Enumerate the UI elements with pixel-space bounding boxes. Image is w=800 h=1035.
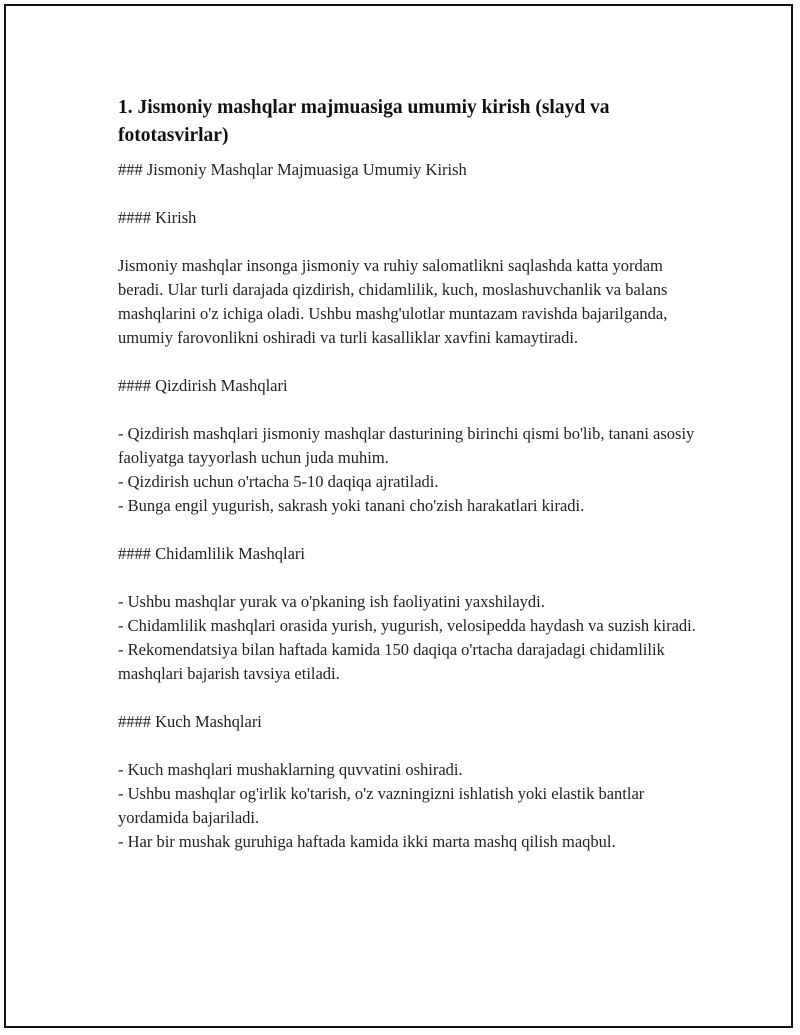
- list-item: - Kuch mashqlari mushaklarning quvvatini oshiradi.: [118, 760, 463, 779]
- list-item: - Qizdirish mashqlari jismoniy mashqlar dasturining birinchi qismi bo'lib, tanani asosiy faoliyatga tayyorlash uchun juda muhim.: [118, 424, 695, 467]
- bullet-list: [118, 422, 698, 518]
- list-item: - Ushbu mashqlar yurak va o'pkaning ish faoliyatini yaxshilaydi.: [118, 592, 545, 611]
- list-item: - Qizdirish uchun o'rtacha 5-10 daqiqa ajratiladi.: [118, 472, 439, 491]
- paragraph-text: Jismoniy mashqlar insonga jismoniy va ruhiy salomatlikni saqlashda katta yordam beradi. Ular turli darajada qizdirish, chidamlilik, kuch, moslashuvchanlik va balans mashqlarini o'z ichiga oladi. Ushbu mashg'ulotlar muntazam ravishda bajarilganda, umumiy farovonlikni oshiradi va turli kasalliklar xavfini kamaytiradi.: [118, 256, 668, 347]
- section-chidamlilik: [118, 542, 698, 686]
- list-item: - Bunga engil yugurish, sakrash yoki tanani cho'zish harakatlari kiradi.: [118, 496, 585, 515]
- section-paragraph: [118, 254, 698, 350]
- list-item: - Rekomendatsiya bilan haftada kamida 150 daqiqa o'rtacha darajadagi chidamlilik mashqlari bajarish tavsiya etiladi.: [118, 640, 665, 683]
- section-qizdirish: [118, 374, 698, 518]
- section-kirish: [118, 206, 698, 350]
- main-heading: ### Jismoniy Mashqlar Majmuasiga Umumiy Kirish: [118, 160, 467, 179]
- section-heading: #### Kirish: [118, 208, 197, 227]
- bullet-list: [118, 758, 698, 854]
- section-heading: #### Chidamlilik Mashqlari: [118, 544, 305, 563]
- document-title: 1. Jismoniy mashqlar majmuasiga umumiy kirish (slayd va fototasvirlar): [118, 97, 610, 146]
- list-item: - Chidamlilik mashqlari orasida yurish, yugurish, velosipedda haydash va suzish kiradi.: [118, 616, 696, 635]
- section-kuch: [118, 710, 698, 854]
- list-item: - Har bir mushak guruhiga haftada kamida ikki marta mashq qilish maqbul.: [118, 832, 616, 851]
- section-heading: #### Qizdirish Mashqlari: [118, 376, 288, 395]
- list-item: - Ushbu mashqlar og'irlik ko'tarish, o'z vazningizni ishlatish yoki elastik bantlar yordamida bajariladi.: [118, 784, 645, 827]
- bullet-list: [118, 590, 698, 686]
- document-body: [118, 94, 698, 878]
- section-heading: #### Kuch Mashqlari: [118, 712, 262, 731]
